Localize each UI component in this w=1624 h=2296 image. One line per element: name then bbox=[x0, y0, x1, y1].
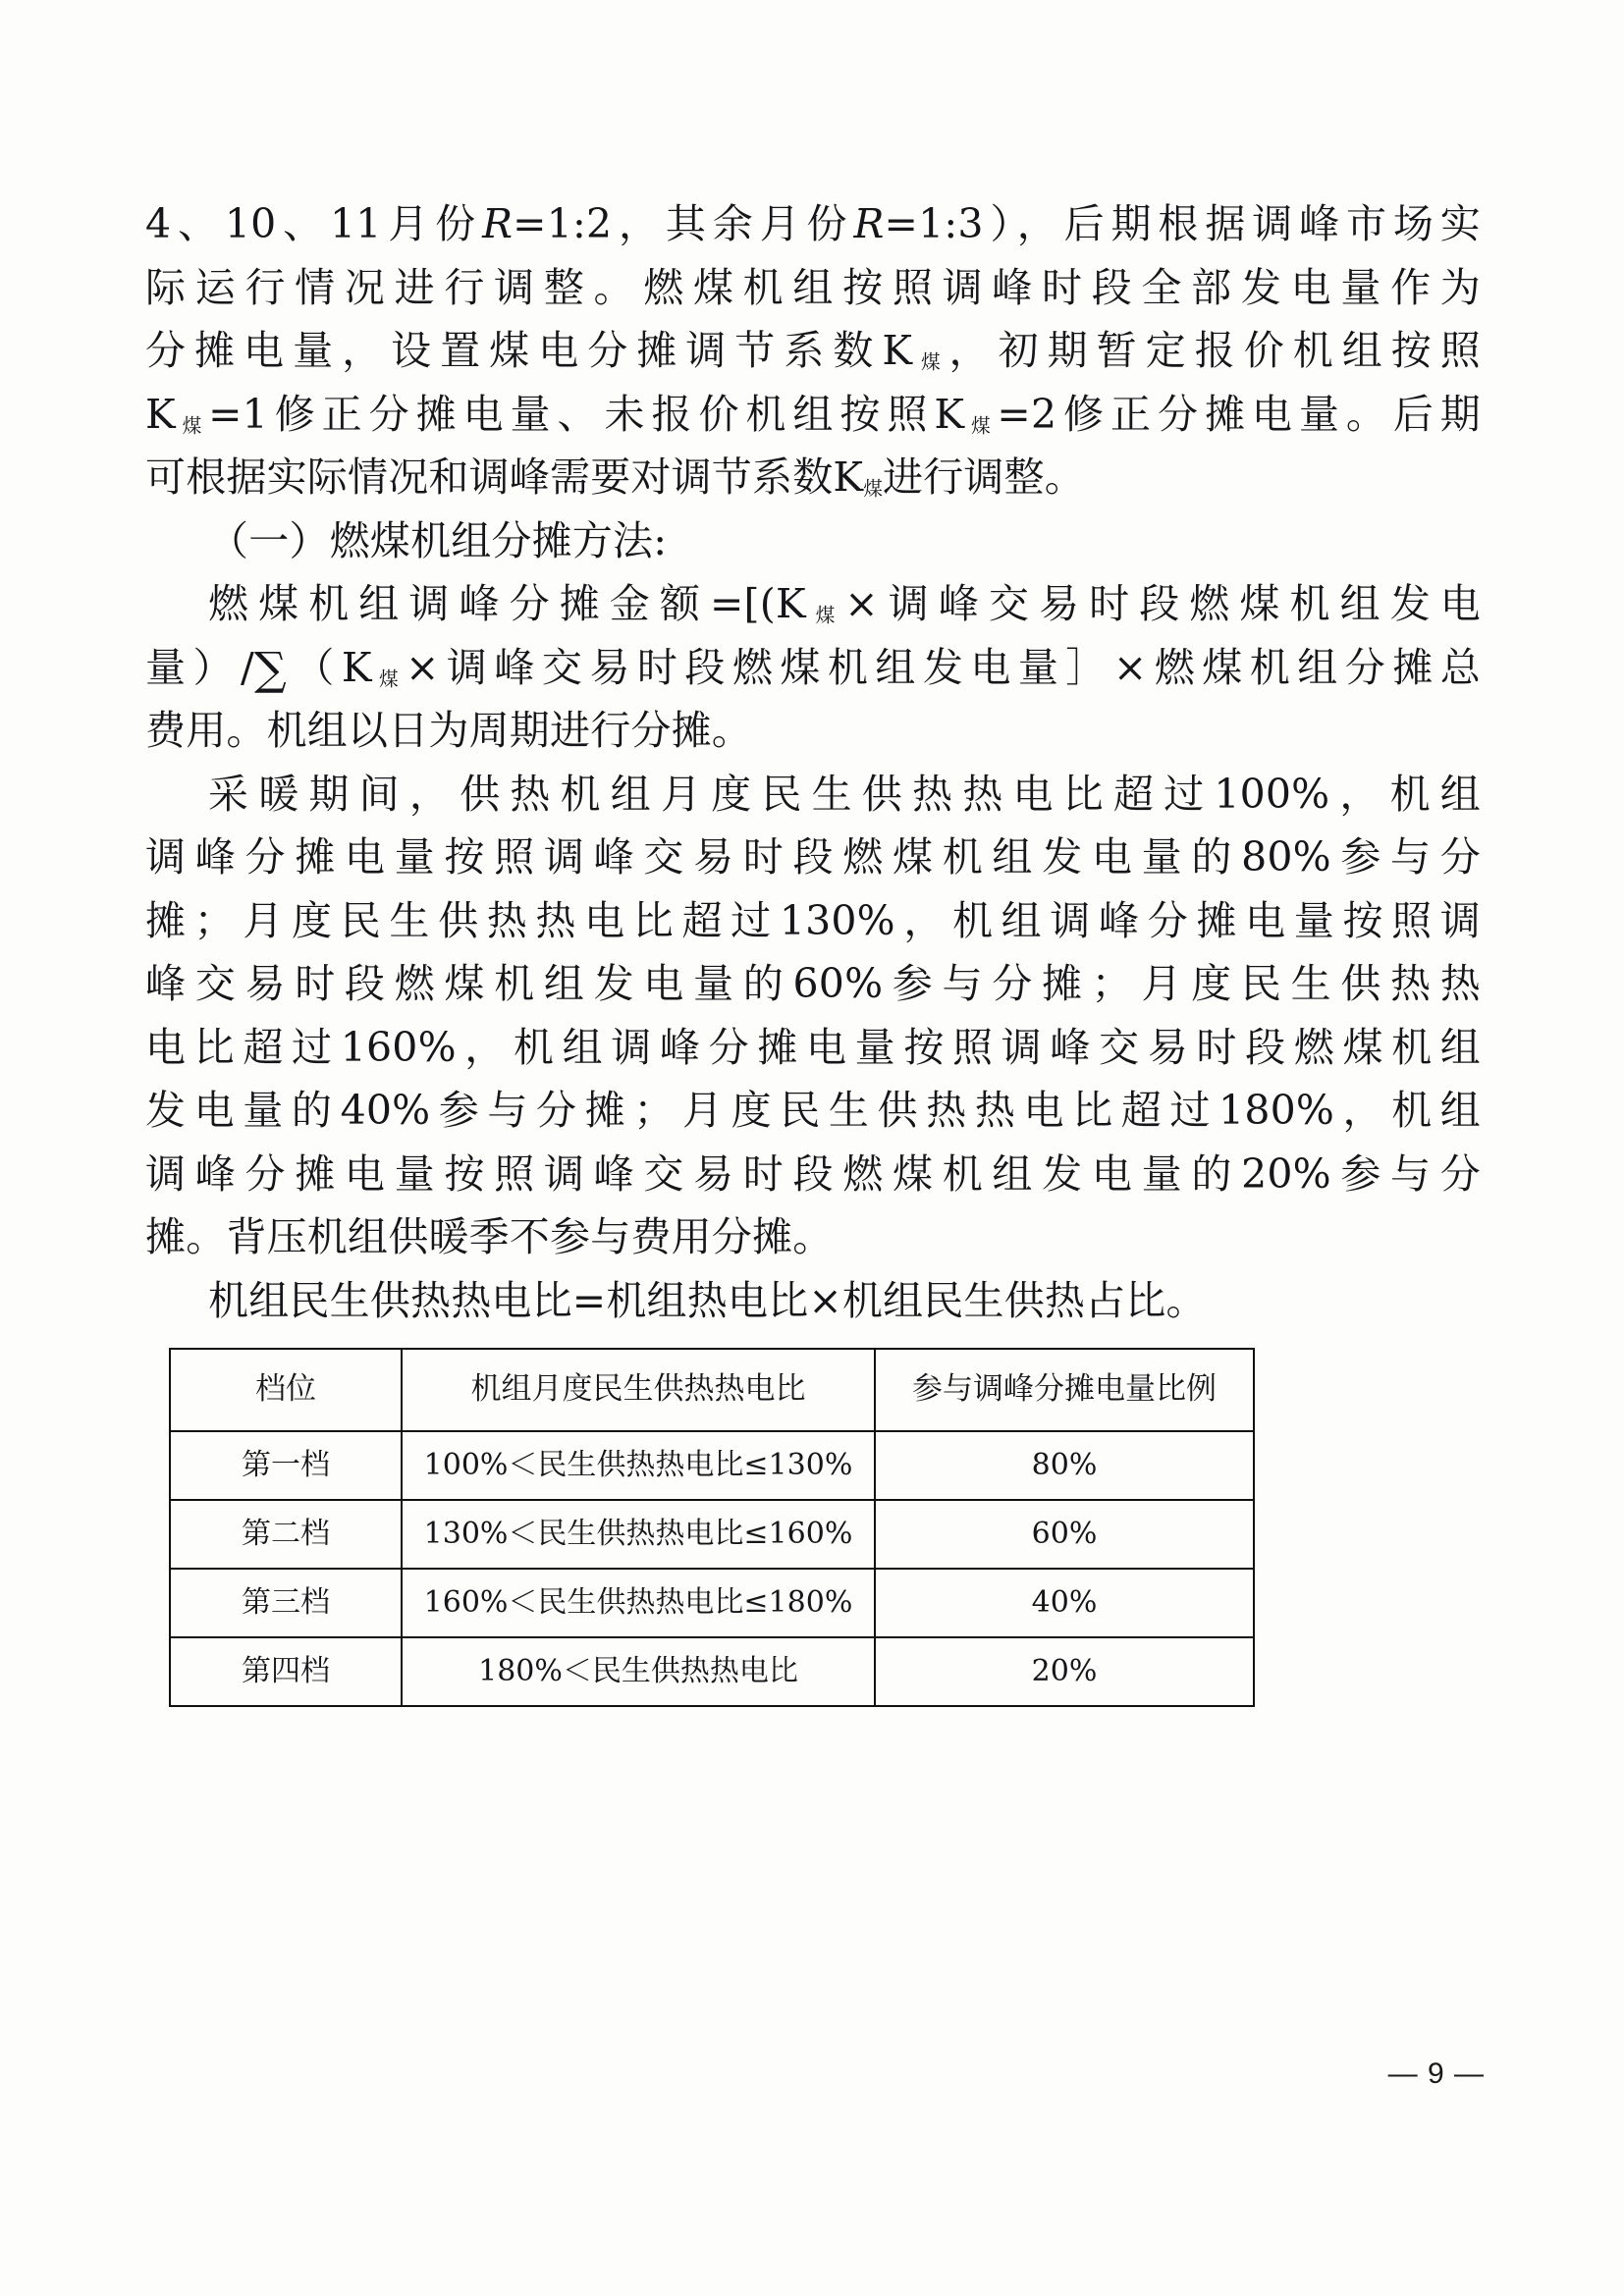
table-cell-ratio: 40% bbox=[875, 1569, 1254, 1637]
table-header-row bbox=[170, 1349, 1254, 1431]
variable-K-subscript: 煤 bbox=[175, 413, 209, 437]
variable-K-subscript: 煤 bbox=[912, 350, 949, 374]
text-line: 摊；月度民生供热热电比超过130%，机组调峰分摊电量按照调 bbox=[145, 896, 1481, 944]
formula-line bbox=[145, 572, 1481, 636]
table-cell-ratio: 20% bbox=[875, 1637, 1254, 1706]
variable-K-subscript: 煤 bbox=[805, 604, 845, 627]
variable-K: K bbox=[882, 327, 913, 374]
table-cell-grade: 第二档 bbox=[170, 1500, 402, 1569]
paragraph-continuation bbox=[145, 192, 1481, 509]
line-seg: 量）/ bbox=[145, 643, 255, 691]
formula-line: 费用。机组以日为周期进行分摊。 bbox=[145, 707, 752, 754]
table-row bbox=[170, 1637, 1254, 1706]
line-seg: 燃煤机组调峰分摊金额=[( bbox=[208, 580, 776, 627]
text-line: 发电量的40%参与分摊；月度民生供热热电比超过180%，机组 bbox=[145, 1087, 1481, 1134]
text-line: 峰交易时段燃煤机组发电量的60%参与分摊；月度民生供热热 bbox=[145, 960, 1481, 1007]
variable-K: K bbox=[145, 390, 176, 438]
text-line bbox=[145, 383, 1481, 447]
variable-K-subscript: 煤 bbox=[371, 667, 406, 690]
text-line: 采暖期间，供热机组月度民生供热热电比超过100%，机组 bbox=[208, 770, 1481, 818]
variable-K-subscript: 煤 bbox=[863, 477, 883, 501]
formula-paragraph bbox=[145, 572, 1481, 763]
table-cell-range: 130%＜民生供热热电比≤160% bbox=[402, 1500, 875, 1569]
page-number: — 9 — bbox=[1387, 2057, 1485, 2090]
variable-K-subscript: 煤 bbox=[964, 413, 998, 437]
text-line: 调峰分摊电量按照调峰交易时段燃煤机组发电量的80%参与分 bbox=[145, 833, 1481, 881]
text-line bbox=[145, 319, 1481, 383]
line-seg: =1:2，其余月份 bbox=[513, 200, 854, 247]
formula-line: 机组民生供热热电比=机组热电比×机组民生供热占比。 bbox=[208, 1276, 1207, 1324]
heading-line: （一）燃煤机组分摊方法: bbox=[208, 516, 668, 564]
table-cell-grade: 第三档 bbox=[170, 1569, 402, 1637]
variable-K: K bbox=[341, 643, 372, 691]
line-seg: =1修正分摊电量、未报价机组按照 bbox=[208, 390, 935, 438]
line-seg: =2修正分摊电量。后期 bbox=[997, 390, 1482, 438]
paragraph-heating-season bbox=[145, 763, 1481, 1269]
table-cell-grade: 第四档 bbox=[170, 1637, 402, 1706]
text-line bbox=[145, 192, 1481, 256]
line-seg: 分摊电量，设置煤电分摊调节系数 bbox=[145, 327, 883, 374]
table-cell-ratio: 60% bbox=[875, 1500, 1254, 1569]
table-cell-ratio: 80% bbox=[875, 1431, 1254, 1500]
text-line: 调峰分摊电量按照调峰交易时段燃煤机组发电量的20%参与分 bbox=[145, 1149, 1481, 1198]
grade-table bbox=[169, 1348, 1255, 1707]
table-header-cell: 档位 bbox=[170, 1349, 402, 1431]
table-header-cell: 参与调峰分摊电量比例 bbox=[875, 1349, 1254, 1431]
variable-K: K bbox=[934, 390, 965, 438]
variable-K: K bbox=[775, 580, 806, 627]
variable-K: K bbox=[833, 454, 864, 501]
table-row bbox=[170, 1431, 1254, 1500]
line-seg: （ bbox=[287, 643, 342, 691]
line-seg: 可根据实际情况和调峰需要对调节系数 bbox=[145, 454, 834, 501]
table-cell-grade: 第一档 bbox=[170, 1431, 402, 1500]
table-row bbox=[170, 1569, 1254, 1637]
variable-R: R bbox=[482, 200, 514, 247]
line-seg: ，初期暂定报价机组按照 bbox=[948, 327, 1481, 374]
table-cell-range: 160%＜民生供热热电比≤180% bbox=[402, 1569, 875, 1637]
table-cell-range: 180%＜民生供热热电比 bbox=[402, 1637, 875, 1706]
text-line: 际运行情况进行调整。燃煤机组按照调峰时段全部发电量作为 bbox=[145, 263, 1481, 311]
page-content bbox=[145, 192, 1481, 1707]
formula-line-ratio bbox=[145, 1269, 1481, 1333]
section-heading-1 bbox=[145, 509, 1481, 573]
line-seg: =1:3），后期根据调峰市场实 bbox=[884, 200, 1481, 247]
text-line bbox=[145, 446, 1481, 509]
line-seg: 进行调整。 bbox=[882, 454, 1085, 501]
summation-symbol: ∑ bbox=[254, 641, 288, 695]
text-line: 摊。背压机组供暖季不参与费用分摊。 bbox=[145, 1213, 834, 1260]
variable-R: R bbox=[853, 200, 885, 247]
line-seg: ×调峰交易时段燃煤机组发电量］×燃煤机组分摊总 bbox=[405, 643, 1481, 691]
table-row bbox=[170, 1500, 1254, 1569]
formula-line bbox=[145, 636, 1481, 700]
table-cell-range: 100%＜民生供热热电比≤130% bbox=[402, 1431, 875, 1500]
line-seg: ×调峰交易时段燃煤机组发电 bbox=[844, 580, 1481, 627]
line-seg: 4、10、11月份 bbox=[145, 200, 483, 247]
grade-table-wrapper bbox=[169, 1348, 1481, 1707]
text-line: 电比超过160%，机组调峰分摊电量按照调峰交易时段燃煤机组 bbox=[145, 1023, 1481, 1071]
table-header-cell: 机组月度民生供热热电比 bbox=[402, 1349, 875, 1431]
